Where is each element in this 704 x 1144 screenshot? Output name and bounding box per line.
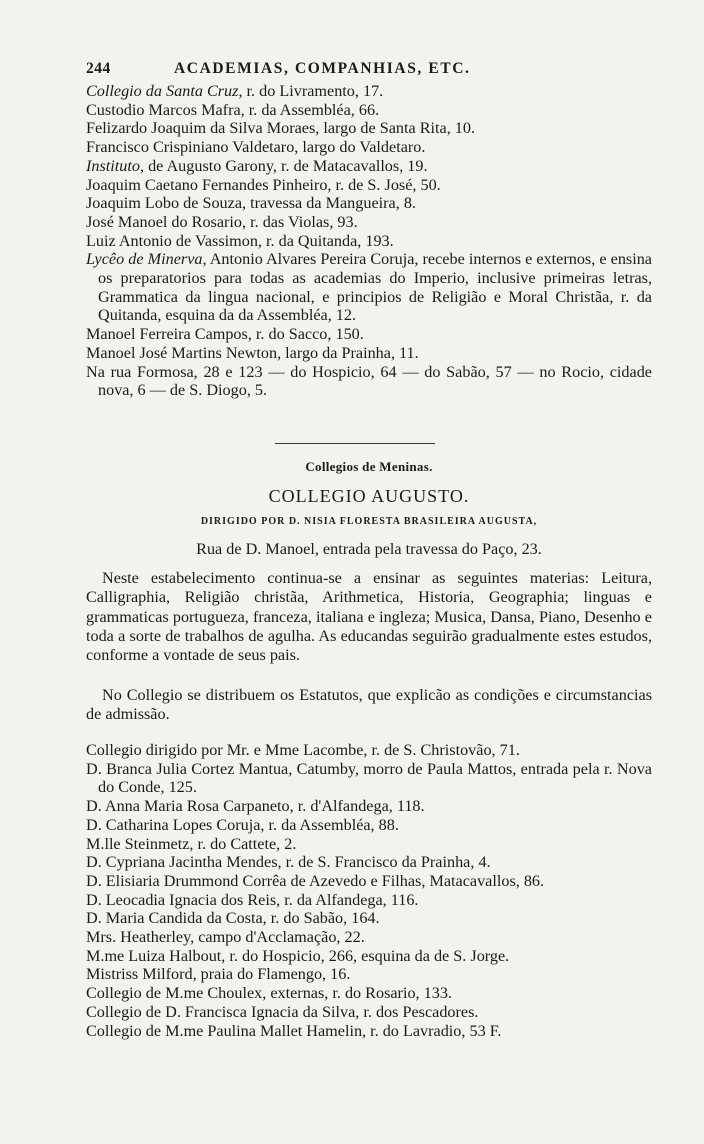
page-title: ACADEMIAS, COMPANHIAS, ETC. (174, 60, 471, 77)
list-item (86, 194, 652, 213)
list-item: M.me Luiza Halbout, r. do Hospicio, 266, esquina da de S. Jorge. (86, 946, 510, 965)
entry-text: Manoel Ferreira Campos, r. do Sacco, 150. (86, 325, 364, 344)
entry-text: , r. do Livramento, 17. (238, 82, 384, 100)
page-number: 244 (86, 60, 111, 77)
list-item: Collegio dirigido por Mr. e Mme Lacombe, r. de S. Christovão, 71. (86, 741, 520, 759)
entry-italic-name: Collegio da Santa Cruz (86, 82, 239, 100)
list-item (86, 344, 652, 363)
list-item (86, 213, 652, 232)
list-item (86, 82, 652, 101)
section-paragraph-materias: Neste estabelecimento continua-se a ensinar as seguintes materias: Leitura, Calligraphia, Religião christãa, Arithmetica, Historia, Geographia; linguas e grammaticas portugueza, franceza, italiana e ingleza; Musica, Dansa, Piano, Desenho e toda a sorte de trabalhos de agulha. As educandas seguirão gradualmente estes estudos, conforme a vontade de seus pais. (86, 569, 652, 665)
list-item: Collegio de M.me Paulina Mallet Hamelin, r. do Lavradio, 53 F. (86, 1021, 502, 1040)
entry-text: Francisco Crispiniano Valdetaro, largo do Valdetaro. (86, 138, 426, 157)
entries-top-list (86, 82, 652, 400)
list-item: Collegio de D. Francisca Ignacia da Silva, r. dos Pescadores. (86, 1002, 479, 1021)
list-item: D. Cypriana Jacintha Mendes, r. de S. Francisco da Prainha, 4. (86, 853, 491, 872)
list-item: D. Leocadia Ignacia dos Reis, r. da Alfandega, 116. (86, 890, 419, 909)
entry-text: Joaquim Caetano Fernandes Pinheiro, r. de S. José, 50. (86, 175, 441, 194)
entry-text: Luiz Antonio de Vassimon, r. da Quitanda, 193. (86, 231, 394, 250)
entry-text: , Antonio Alvares Pereira Coruja, recebe internos e externos, e ensina os preparatorios para todas as academias do Imperio, inclusive primeiras letras, Grammatica da lingua nacional, e principios de Religião e Moral Christãa, r. da Quitanda, esquina da da Assembléa, 12. (98, 250, 652, 325)
list-item: Mrs. Heatherley, campo d'Acclamação, 22. (86, 928, 365, 947)
list-item: D. Catharina Lopes Coruja, r. da Assembléa, 88. (86, 815, 399, 834)
list-item: D. Branca Julia Cortez Mantua, Catumby, morro de Paula Mattos, entrada pela r. Nova do Conde, 125. (86, 759, 652, 797)
entry-text: Custodio Marcos Mafra, r. da Assembléa, 66. (86, 100, 380, 119)
section-director: DIRIGIDO POR D. NISIA FLORESTA BRASILEIRA AUGUSTA, (200, 516, 538, 527)
list-item (86, 101, 652, 120)
entry-italic-name: Instituto (86, 156, 140, 175)
list-item: M.lle Steinmetz, r. do Cattete, 2. (86, 834, 297, 853)
list-item (86, 119, 652, 138)
entry-text: Joaquim Lobo de Souza, travessa da Mangueira, 8. (86, 194, 416, 213)
entry-text: José Manoel do Rosario, r. das Violas, 93. (86, 212, 358, 231)
section-title: COLLEGIO AUGUSTO. (268, 486, 470, 506)
list-item (86, 157, 652, 176)
section-address: Rua de D. Manoel, entrada pela travessa do Paço, 23. (196, 540, 542, 558)
list-item: D. Maria Candida da Costa, r. do Sabão, 164. (86, 909, 380, 928)
list-item (86, 325, 652, 344)
section-subheading: Collegios de Meninas. (305, 459, 433, 474)
entry-text: Na rua Formosa, 28 e 123 — do Hospicio, 64 — do Sabão, 57 — no Rocio, cidade nova, 6 — de S. Diogo, 5. (86, 362, 652, 400)
entry-text: , de Augusto Garony, r. de Matacavallos, 19. (139, 156, 428, 175)
entry-italic-name: Lycêo de Minerva (86, 250, 203, 269)
list-item: D. Elisiaria Drummond Corrêa de Azevedo e Filhas, Matacavallos, 86. (86, 871, 545, 890)
section-paragraph-estatutos: No Collegio se distribuem os Estatutos, que explicão as condições e circumstancias de admissão. (86, 686, 652, 724)
list-item: D. Anna Maria Rosa Carpaneto, r. d'Alfandega, 118. (86, 797, 425, 816)
list-item (86, 363, 652, 400)
list-item (86, 232, 652, 251)
entries-bottom-list (86, 741, 652, 1040)
list-item (86, 176, 652, 195)
entry-text: Felizardo Joaquim da Silva Moraes, largo de Santa Rita, 10. (86, 119, 476, 138)
list-item: Collegio de M.me Choulex, externas, r. do Rosario, 133. (86, 984, 452, 1003)
entry-text: Manoel José Martins Newton, largo da Prainha, 11. (86, 343, 419, 362)
list-item (86, 138, 652, 157)
list-item (86, 250, 652, 325)
section-divider (275, 443, 435, 444)
list-item: Mistriss Milford, praia do Flamengo, 16. (86, 965, 351, 984)
running-header (86, 60, 646, 78)
